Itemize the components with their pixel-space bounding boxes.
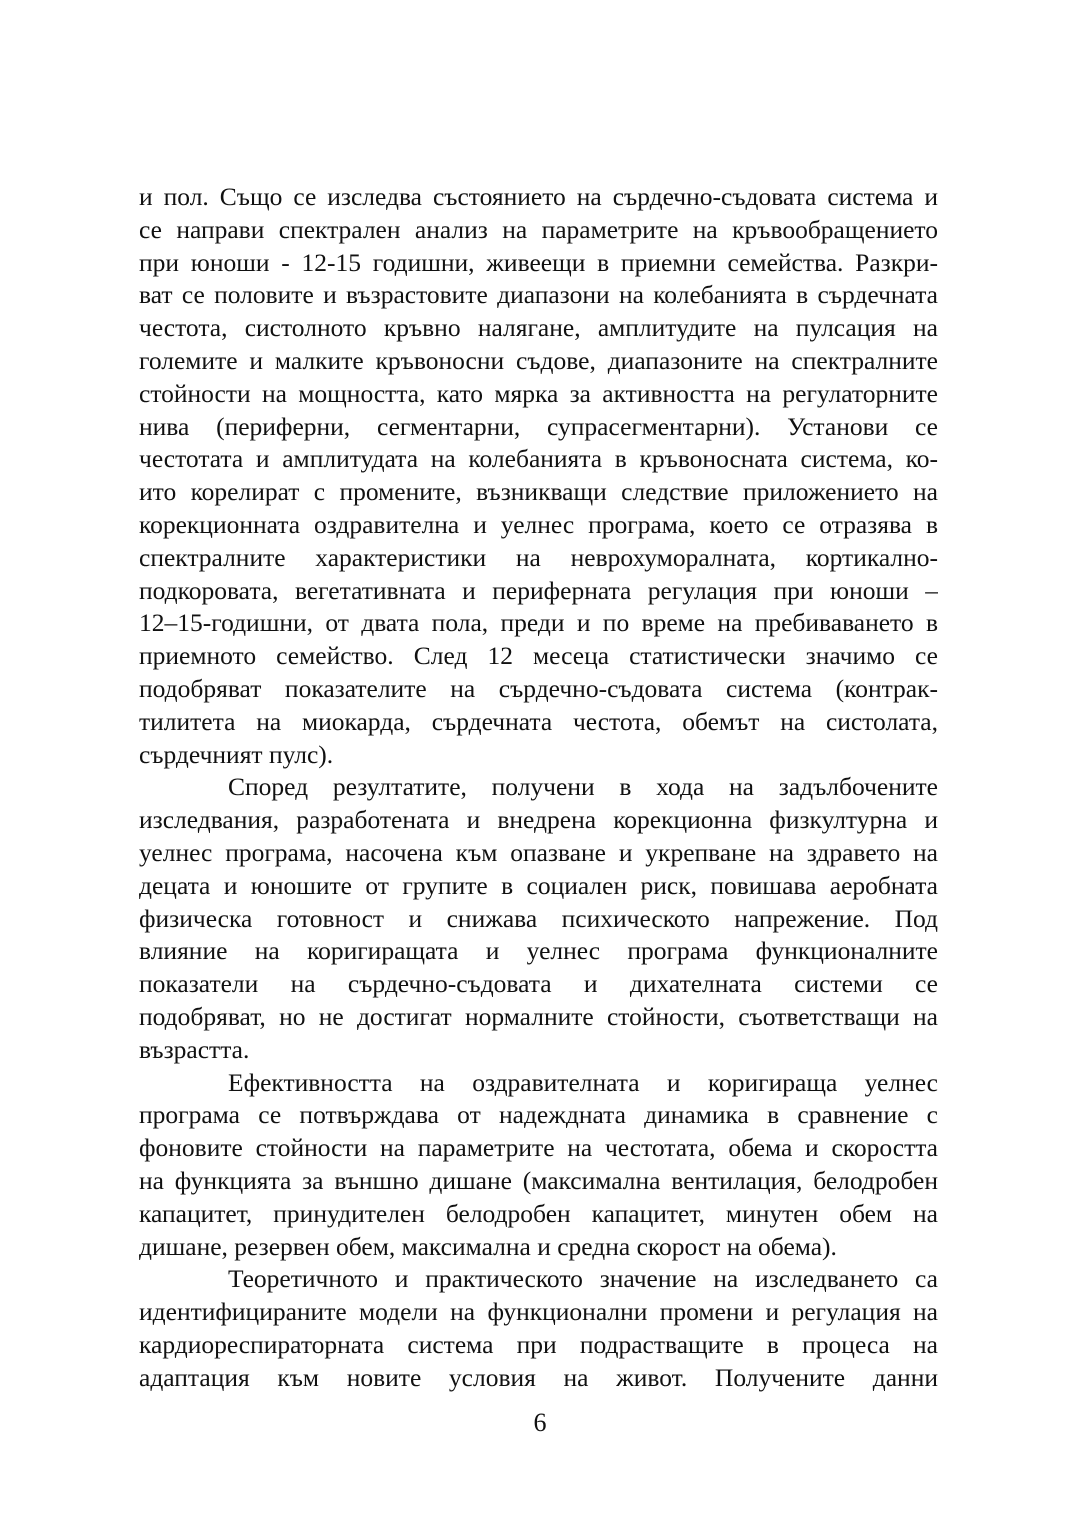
text-line: Теоретичното и практическото значение на изследването са	[228, 1264, 938, 1294]
text-line: сърдечният пулс).	[139, 739, 334, 769]
text-line: стойности на мощността, като мярка за активността на регулаторните	[139, 378, 938, 408]
text-line: честота, систолното кръвно налягане, амплитудите на пулсация на	[139, 313, 938, 343]
paragraph	[139, 771, 938, 1066]
text-line: децата и юношите от групите в социален риск, повишава аеробната	[139, 870, 938, 900]
text-line: изследвания, разработената и внедрена корекционна физкултурна и	[139, 805, 938, 835]
text-line: подобряват, но не достигат нормалните стойности, съответстващи на	[139, 1001, 938, 1031]
text-line: влияние на коригиращата и уелнес програма функционалните	[139, 936, 938, 966]
text-line: възрастта.	[139, 1034, 250, 1064]
text-line: приемното семейство. След 12 месеца статистически значимо се	[139, 641, 938, 671]
text-line: при юноши - 12-15 годишни, живеещи в приемни семейства. Разкри-	[139, 247, 938, 277]
text-line: подкоровата, вегетативната и периферната регулация при юноши –	[139, 575, 938, 605]
text-line: се направи спектрален анализ на параметрите на кръвообращението	[139, 214, 938, 244]
text-line: ито корелират с промените, възникващи следствие приложението на	[139, 477, 938, 507]
text-line: физическа готовност и снижава психическото напрежение. Под	[139, 903, 938, 933]
page-number: 6	[533, 1408, 547, 1437]
text-line: дишане, резервен обем, максимална и средна скорост на обема).	[139, 1231, 837, 1261]
text-line: Ефективността на оздравителната и коригираща уелнес	[228, 1067, 938, 1097]
text-line: идентифицираните модели на функционални промени и регулация на	[139, 1297, 938, 1327]
text-line: фоновите стойности на параметрите на честотата, обема и скоростта	[139, 1133, 938, 1163]
text-line: на функцията за външно дишане (максимална вентилация, белодробен	[139, 1165, 938, 1195]
text-line: адаптация към новите условия на живот. Получените данни	[139, 1362, 938, 1392]
paragraph	[139, 181, 938, 771]
text-line: честотата и амплитудата на колебанията в кръвоносната система, ко-	[139, 444, 938, 474]
text-line: кардиореспираторната система при подрастващите в процеса на	[139, 1329, 938, 1359]
paragraph	[139, 1263, 938, 1394]
text-line: Според резултатите, получени в хода на задълбочените	[228, 772, 938, 802]
text-line: нива (периферни, сегментарни, супрасегментарни). Установи се	[139, 411, 938, 441]
text-line: ват се половите и възрастовите диапазони на колебанията в сърдечната	[139, 280, 938, 310]
text-line: капацитет, принудителен белодробен капацитет, минутен обем на	[139, 1198, 938, 1228]
text-line: големите и малките кръвоносни съдове, диапазоните на спектралните	[139, 345, 938, 375]
text-line: корекционната оздравителна и уелнес програма, което се отразява в	[139, 509, 938, 539]
text-line: и пол. Също се изследва състоянието на сърдечно-съдовата система и	[139, 182, 938, 211]
text-line: показатели на сърдечно-съдовата и дихателната системи се	[139, 969, 938, 999]
text-line: тилитета на миокарда, сърдечната честота, обемът на систолата,	[139, 706, 938, 736]
text-line: подобряват показателите на сърдечно-съдовата система (контрак-	[139, 673, 938, 703]
text-line: спектралните характеристики на неврохуморалната, кортикално-	[139, 542, 938, 572]
text-line: уелнес програма, насочена към опазване и укрепване на здравето на	[139, 837, 938, 867]
paragraph	[139, 1067, 938, 1264]
text-line: програма се потвърждава от надеждната динамика в сравнение с	[139, 1100, 938, 1130]
text-line: 12–15-годишни, от двата пола, преди и по време на пребиваването в	[139, 608, 938, 638]
body-text	[139, 181, 938, 1394]
